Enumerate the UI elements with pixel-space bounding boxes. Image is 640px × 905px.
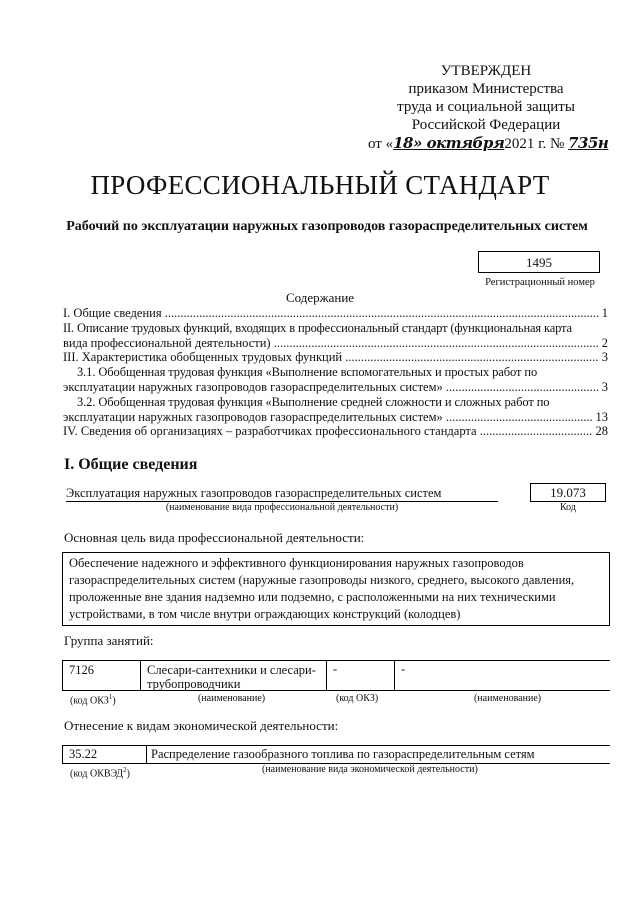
toc-leader: [345, 350, 598, 365]
approval-block: [368, 62, 609, 153]
footnote-mark[interactable]: 2: [123, 766, 127, 774]
date-year: 2021 г. №: [504, 136, 565, 152]
page-title: ПРОФЕССИОНАЛЬНЫЙ СТАНДАРТ: [90, 170, 550, 200]
toc-entry[interactable]: [63, 350, 608, 365]
activity-name: Эксплуатация наружных газопроводов газораспределительных систем: [66, 486, 498, 502]
okz-code-caption-2: (код ОКЗ): [336, 693, 379, 704]
approval-date: [368, 134, 609, 153]
toc-entry-text: вида профессиональной деятельности): [63, 336, 271, 350]
toc-entry-text: II. Описание трудовых функций, входящих в профессиональный стандарт (функциональная карта: [63, 321, 572, 335]
okz-name-cell: Слесари-сантехники и слесари-трубопроводчики: [141, 661, 327, 690]
okz-code-caption: [70, 693, 116, 706]
goal-box: [62, 552, 610, 626]
group-table: [62, 660, 610, 691]
goal-text: Обеспечение надежного и эффективного функционирования наружных газопроводов газораспределительных систем (наружные газопроводы низкого, среднего, высокого давления, проложенные вне здания надземно или подземно, с расположенными на них техническими устройствами, в том числе внутри ограждающих конструкций (колодцев): [69, 556, 575, 621]
code-caption: Код: [560, 502, 576, 513]
okved-code-cell: 35.22: [63, 746, 147, 763]
toc-page: 1: [601, 306, 608, 320]
okz-name-cell-2: -: [401, 662, 406, 676]
group-label: Группа занятий:: [64, 633, 154, 648]
caption-text: ): [126, 768, 130, 780]
toc-leader: [165, 306, 599, 321]
okved-name-cell: Распределение газообразного топлива по газораспределительным сетям: [151, 747, 535, 761]
toc-leader: [480, 424, 593, 439]
approval-line: труда и социальной защиты: [397, 99, 575, 115]
okz-name-caption: (наименование): [198, 693, 266, 704]
toc-leader: [274, 336, 599, 351]
toc-page: 3: [601, 380, 608, 394]
registration-number-box: 1495: [478, 251, 600, 273]
activity-caption: (наименование вида профессиональной деятельности): [165, 502, 399, 513]
toc-entry[interactable]: [63, 306, 608, 321]
toc-leader: [446, 410, 592, 425]
registration-label: Регистрационный номер: [485, 277, 595, 288]
okz-code-cell-2: -: [327, 661, 395, 690]
caption-text: ): [112, 695, 116, 707]
okz-name-caption-2: (наименование): [474, 693, 542, 704]
okved-code-caption: [70, 766, 130, 779]
okved-name-caption: (наименование вида экономической деятельности): [262, 764, 478, 775]
section-heading: I. Общие сведения: [64, 456, 198, 473]
toc-leader: [446, 380, 599, 395]
okved-label: Отнесение к видам экономической деятельности:: [64, 718, 339, 733]
contents-heading: Содержание: [285, 290, 355, 305]
toc-entry-text: 3.2. Обобщенная трудовая функция «Выполнение средней сложности и сложных работ по: [77, 395, 550, 409]
toc-entry-text: эксплуатации наружных газопроводов газораспределительных систем»: [63, 380, 443, 394]
toc-entry[interactable]: [63, 395, 608, 425]
standard-name: Рабочий по эксплуатации наружных газопроводов газораспределительных систем: [66, 219, 588, 234]
handwritten-number: 735н: [568, 134, 609, 152]
toc-entry-text: III. Характеристика обобщенных трудовых функций: [63, 350, 343, 364]
toc-entry[interactable]: [63, 365, 608, 395]
date-prefix: от «: [368, 136, 394, 152]
approval-line: Российской Федерации: [411, 117, 561, 133]
handwritten-date: 18» октября: [393, 134, 505, 152]
footnote-mark[interactable]: 1: [108, 693, 113, 701]
toc-page: 28: [595, 424, 608, 438]
toc-entry[interactable]: [63, 424, 608, 439]
activity-code-box: 19.073: [530, 483, 606, 502]
toc-entry[interactable]: [63, 321, 608, 351]
toc-entry-text: I. Общие сведения: [63, 306, 162, 320]
toc-entry-text: эксплуатации наружных газопроводов газораспределительных систем»: [63, 410, 443, 424]
goal-label: Основная цель вида профессиональной деятельности:: [64, 530, 365, 545]
approval-line: УТВЕРЖДЕН: [440, 63, 532, 79]
approval-line: приказом Министерства: [408, 81, 564, 97]
caption-text: (код ОКЗ: [70, 695, 109, 707]
toc-entry-text: 3.1. Обобщенная трудовая функция «Выполнение вспомогательных и простых работ по: [77, 365, 538, 379]
caption-text: (код ОКВЭД: [70, 768, 124, 780]
toc-page: 3: [601, 350, 608, 364]
okved-table: [62, 745, 610, 764]
okz-code-cell: 7126: [63, 661, 141, 690]
toc-page: 13: [595, 410, 608, 424]
toc-entry-text: IV. Сведения об организациях – разработчиках профессионального стандарта: [63, 424, 477, 438]
toc-page: 2: [601, 336, 608, 350]
